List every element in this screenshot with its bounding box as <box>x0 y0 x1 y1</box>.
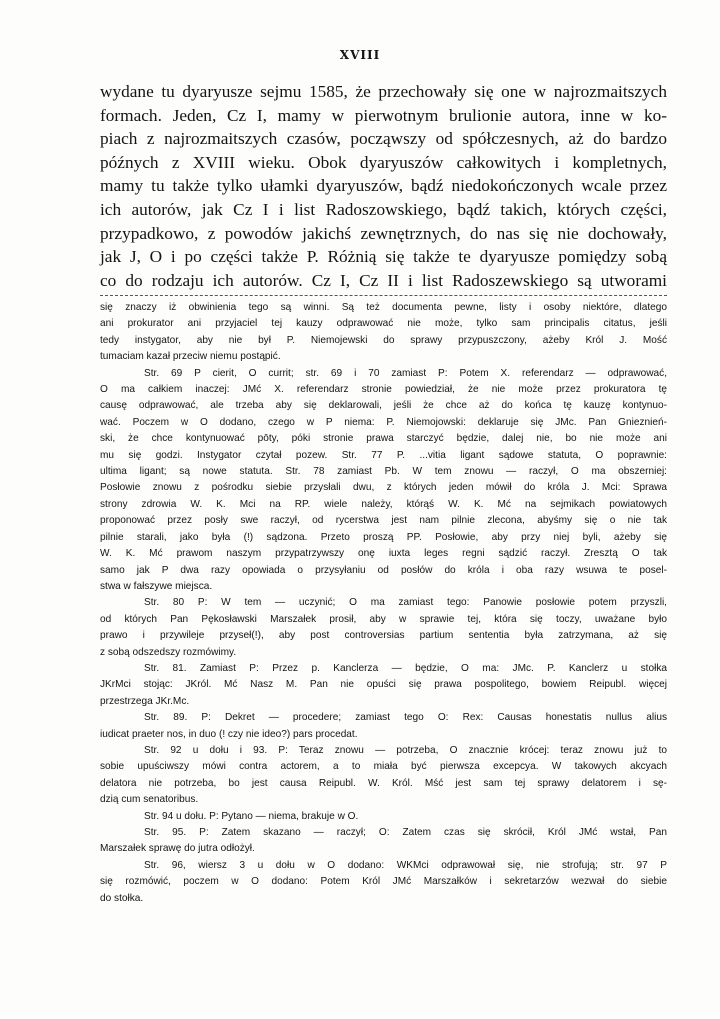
variant-note-str-81 <box>100 661 667 710</box>
variant-note-str-92 <box>100 743 667 809</box>
footnote-line: W. K. Mć prawom naszym przypatrzywszy onę iuxta leges regni sądzić raczył. Zresztą O tak <box>100 548 667 560</box>
footnote-line: Str. 92 u dołu i 93. P: Teraz znowu — potrzeba, O znacznie krócej: teraz znowu już to <box>144 744 667 756</box>
footnote-line: ski, że chce kontynuować pōty, póki stronie prawa starczyć będzie, dalej nie, bo nie może ani <box>100 433 667 445</box>
variant-note-str-96 <box>100 858 667 907</box>
main-text-line: przypadkowo, z powodów jakichś zewnętrznych, do nas się nie dochowały, <box>100 223 667 243</box>
main-text-line: jak J, O i po części także P. Różnią się także te dyaryusze pomiędzy sobą <box>100 247 667 267</box>
footnote-line: wać. Poczem w O dodano, czego w P niema: P. Niemojowski: deklaruje się JMc. Pan Gnieznień- <box>100 416 667 428</box>
footnote-line: Str. 95. P: Zatem skazano — raczył; O: Zatem czas się skrócił, Król JMć wstał, Pan <box>144 827 667 838</box>
footnote-line: strony zdrowia W. K. Mci na RP. wiele należy, którąś W. K. Mć na sejmikach powiatowych <box>100 498 667 510</box>
page-number: XVIII <box>339 48 381 62</box>
footnote-line: ani prokurator ani przyjaciel tej kauzy odprawować nie może, tylko sam principalis citatus, jeśli <box>100 318 667 330</box>
main-text-line: formach. Jeden, Cz I, mamy w pierwotnym brulionie autora, inne w ko- <box>100 105 667 125</box>
footnote-line: Str. 96, wiersz 3 u dołu w O dodano: WKMci odprawował się, nie strofują; str. 97 P <box>144 859 667 871</box>
footnote-line: stwa w fałszywe miejsca. <box>100 580 213 592</box>
variant-note-str-95 <box>100 825 667 858</box>
footnote-line: pilnie starali, jako była (!) sądzona. Przeto proszą PP. Posłowie, aby przy niej byli, ażeby się <box>100 531 667 543</box>
footnote-line: O ma całkiem inaczej: JMć X. referendarz stronie powiedział, że nie może przez prokuratora tę <box>100 384 667 396</box>
main-text-line: piach z najrozmaitszych czasów, począwszy od spółczesnych, aż do bardzo <box>100 129 667 149</box>
main-text-line: ich autorów, jak Cz I i list Radoszowskiego, bądź takich, których części, <box>100 199 667 219</box>
footnote-line: causę odprawować, ale trzeba aby się deklarowali, jeśli że chce aż do końca tę kauzę kontynuo- <box>100 400 667 412</box>
footnote-line: od których Pan Pękosławski Marszałek prosił, aby w sprawie tej, która się toczy, uważane było <box>100 613 667 625</box>
footnote-line: iudicat praeter nos, in duo (! czy nie ideo?) pars procedat. <box>100 728 358 740</box>
footnote-line: dzią cum senatoribus. <box>100 794 199 806</box>
footnote-line: się znaczy iż obwinienia tego są winni. Są też documenta pewne, listy i osoby niektóre, dlatego <box>100 302 667 313</box>
footnote-line: tumaciam kazał przeciw niemu postąpić. <box>100 351 281 363</box>
footnote-line: ultima ligant; są nowe statuta. Str. 78 zamiast Pb. W tem znowu — raczył, O ma obszerniej: <box>100 466 667 478</box>
footnotes <box>100 300 667 907</box>
footnote-line: się rozmówić, poczem w O dodano: Potem Król JMć Marszałków i sekretarzów wezwał do siebie <box>100 876 667 888</box>
footnote-line: Str. 69 P cierit, O currit; str. 69 i 70 zamiast P: Potem X. referendarz — odprawować, <box>144 367 667 379</box>
main-text-line: mamy tu także tylko ułamki dyaryuszów, bądź niedokończonych wcale przez <box>100 176 667 196</box>
footnote-line: sobie upuściwszy mówi contra actorem, a to miała być pierwsza excepcya. W takowych akcyach <box>100 761 667 773</box>
footnote-line: Str. 81. Zamiast P: Przez p. Kanclerza — będzie, O ma: JMc. P. Kanclerz u stołka <box>144 662 667 674</box>
variant-note-str-80 <box>100 595 667 661</box>
footnote-line: Str. 94 u dołu. P: Pytano — niema, brakuje w O. <box>144 810 359 822</box>
footnote-line: delatora nie potrzeba, bo jest causa Reipubl. W. Król. Mść jest sam tej sprawy delatorem i sę- <box>100 777 667 789</box>
footnote-line: mu się godzi. Instygator czytał pozew. Str. 77 P. ...vitia ligant sądowe statuta, O poprawnie: <box>100 449 667 461</box>
variant-note-str-89 <box>100 710 667 743</box>
footnote-line: tedy instygator, aby nie był P. Niemojewski do sprawy przypuszczony, ażeby Król J. Mość <box>100 334 667 346</box>
main-text-line: późnych z XVIII wieku. Obok dyaryuszów całkowitych i kompletnych, <box>100 152 667 172</box>
footnote-line: Marszałek sprawę do jutra odłożył. <box>100 843 255 855</box>
footnote-line: prawo i przywileje przyseł(!), aby post controversias partium sententia była zatrzymana, aż się <box>100 630 667 642</box>
variant-note-str-94 <box>100 809 667 825</box>
footnote-line: proponować przez posły swe raczył, od rycerstwa jest nam pilnie zlecona, abyśmy się o nie tak <box>100 515 667 527</box>
footnote-line: przestrzega JKr.Mc. <box>100 695 190 707</box>
main-text-line: co do rodzaju ich autorów. Cz I, Cz II i list Radoszewskiego są utworami <box>100 270 667 290</box>
footnote-line: samo jak P dwa razy opowiada o przysyłaniu od posłów do króla i oba razy wsuwa te posel- <box>100 564 667 576</box>
variant-note-str-69 <box>100 366 667 596</box>
footnote-line: JKrMci stojąc: JKról. Mć Nasz M. Pan nie opuści się prawa pospolitego, bowiem Reipubl. więcej <box>100 679 667 691</box>
main-text-line: wydane tu dyaryusze sejmu 1585, że przechowały się one w najrozmaitszych <box>100 82 667 101</box>
footnote-line: Str. 89. P: Dekret — procedere; zamiast tego O: Rex: Causas honestatis nullus alius <box>144 712 667 724</box>
main-text <box>100 80 667 292</box>
footnote-separator <box>100 295 667 296</box>
footnote-line: Posłowie znowu z pośrodku siebie przysłali dwu, z których jeden mówił do króla J. Mci: Sprawa <box>100 482 667 494</box>
footnote-line: z sobą odszedszy rozmówimy. <box>100 646 237 658</box>
footnote-line: Str. 80 P: W tem — uczynić; O ma zamiast tego: Panowie posłowie potem przyszli, <box>144 597 667 609</box>
footnote-line: do stołka. <box>100 892 144 904</box>
